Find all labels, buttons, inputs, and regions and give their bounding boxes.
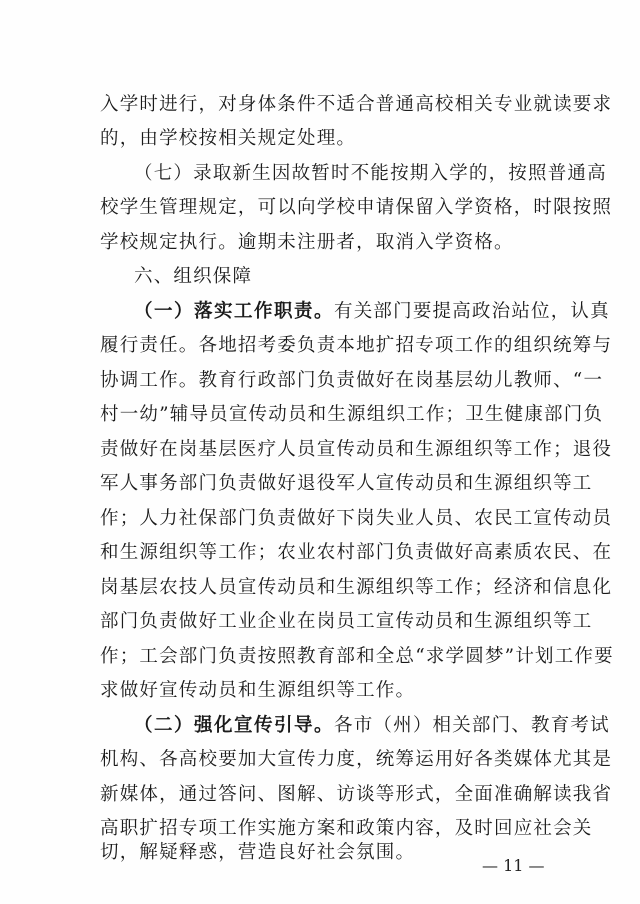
line-text: 岗基层农技人员宣传动员和生源组织等工作；经济和信息化	[100, 577, 613, 598]
text-line	[100, 782, 613, 808]
text-line	[100, 368, 604, 394]
line-text: 录取新生因故暂时不能按期入学的，按照普通高	[193, 163, 607, 184]
line-text: 切，解疑释惑，营造良好社会氛围。	[100, 842, 416, 863]
text-line	[100, 609, 593, 635]
text-line	[100, 437, 613, 463]
text-line	[100, 644, 614, 670]
line-text: 有关部门要提高政治站位，认真	[334, 301, 610, 322]
line-text: 和生源组织等工作；农业农村部门负责做好高素质农民、在	[100, 542, 613, 563]
section-heading	[134, 264, 604, 290]
text-line	[100, 333, 613, 359]
clause-heading: （一）落实工作职责。	[134, 301, 335, 322]
text-line	[100, 816, 593, 842]
text-line	[100, 678, 570, 704]
line-text: 部门负责做好工业企业在岗员工宣传动员和生源组织等工	[100, 611, 593, 632]
line-text: 履行责任。各地招考委负责本地扩招专项工作的组织统筹与	[100, 335, 613, 356]
text-line	[100, 402, 604, 428]
line-text: 军人事务部门负责做好退役军人宣传动员和生源组织等工	[100, 473, 593, 494]
section-title: 六、组织保障	[134, 266, 253, 287]
line-text: 作；工会部门负责按照教育部和全总“求学圆梦”计划工作要	[100, 646, 614, 667]
line-text: 高职扩招专项工作实施方案和政策内容，及时回应社会关	[100, 818, 593, 839]
line-text: 学校规定执行。逾期未注册者，取消入学资格。	[100, 232, 514, 253]
clause-7-line	[134, 161, 607, 187]
text-line	[100, 195, 613, 221]
clause-heading: （二）强化宣传引导。	[134, 715, 335, 736]
line-text: 求做好宣传动员和生源组织等工作。	[100, 680, 416, 701]
text-line	[100, 471, 593, 497]
clause-1-line	[134, 299, 610, 325]
text-line	[100, 540, 613, 566]
line-text: 各市（州）相关部门、教育考试	[334, 715, 610, 736]
line-text: 的，由学校按相关规定处理。	[100, 128, 357, 149]
page-number: — 11 —	[482, 856, 545, 875]
text-line	[100, 230, 570, 256]
text-line	[100, 92, 613, 118]
line-text: 新媒体，通过答问、图解、访谈等形式，全面准确解读我省	[100, 784, 613, 805]
text-line	[100, 747, 613, 773]
line-text: 责做好在岗基层医疗人员宣传动员和生源组织等工作；退役	[100, 439, 613, 460]
line-text: 机构、各高校要加大宣传力度，统筹运用好各类媒体尤其是	[100, 749, 613, 770]
clause-label: （七）	[134, 163, 194, 184]
text-line	[100, 126, 570, 152]
line-text: 作；人力社保部门负责做好下岗失业人员、农民工宣传动员	[100, 508, 613, 529]
text-line	[100, 575, 613, 601]
line-text: 入学时进行，对身体条件不适合普通高校相关专业就读要求	[100, 94, 613, 115]
text-line	[100, 506, 613, 532]
line-text: 协调工作。教育行政部门负责做好在岗基层幼儿教师、“一	[100, 370, 604, 391]
clause-2-line	[134, 713, 610, 739]
line-text: 校学生管理规定，可以向学校申请保留入学资格，时限按照	[100, 197, 613, 218]
line-text: 村一幼”辅导员宣传动员和生源组织工作；卫生健康部门负	[100, 404, 604, 425]
